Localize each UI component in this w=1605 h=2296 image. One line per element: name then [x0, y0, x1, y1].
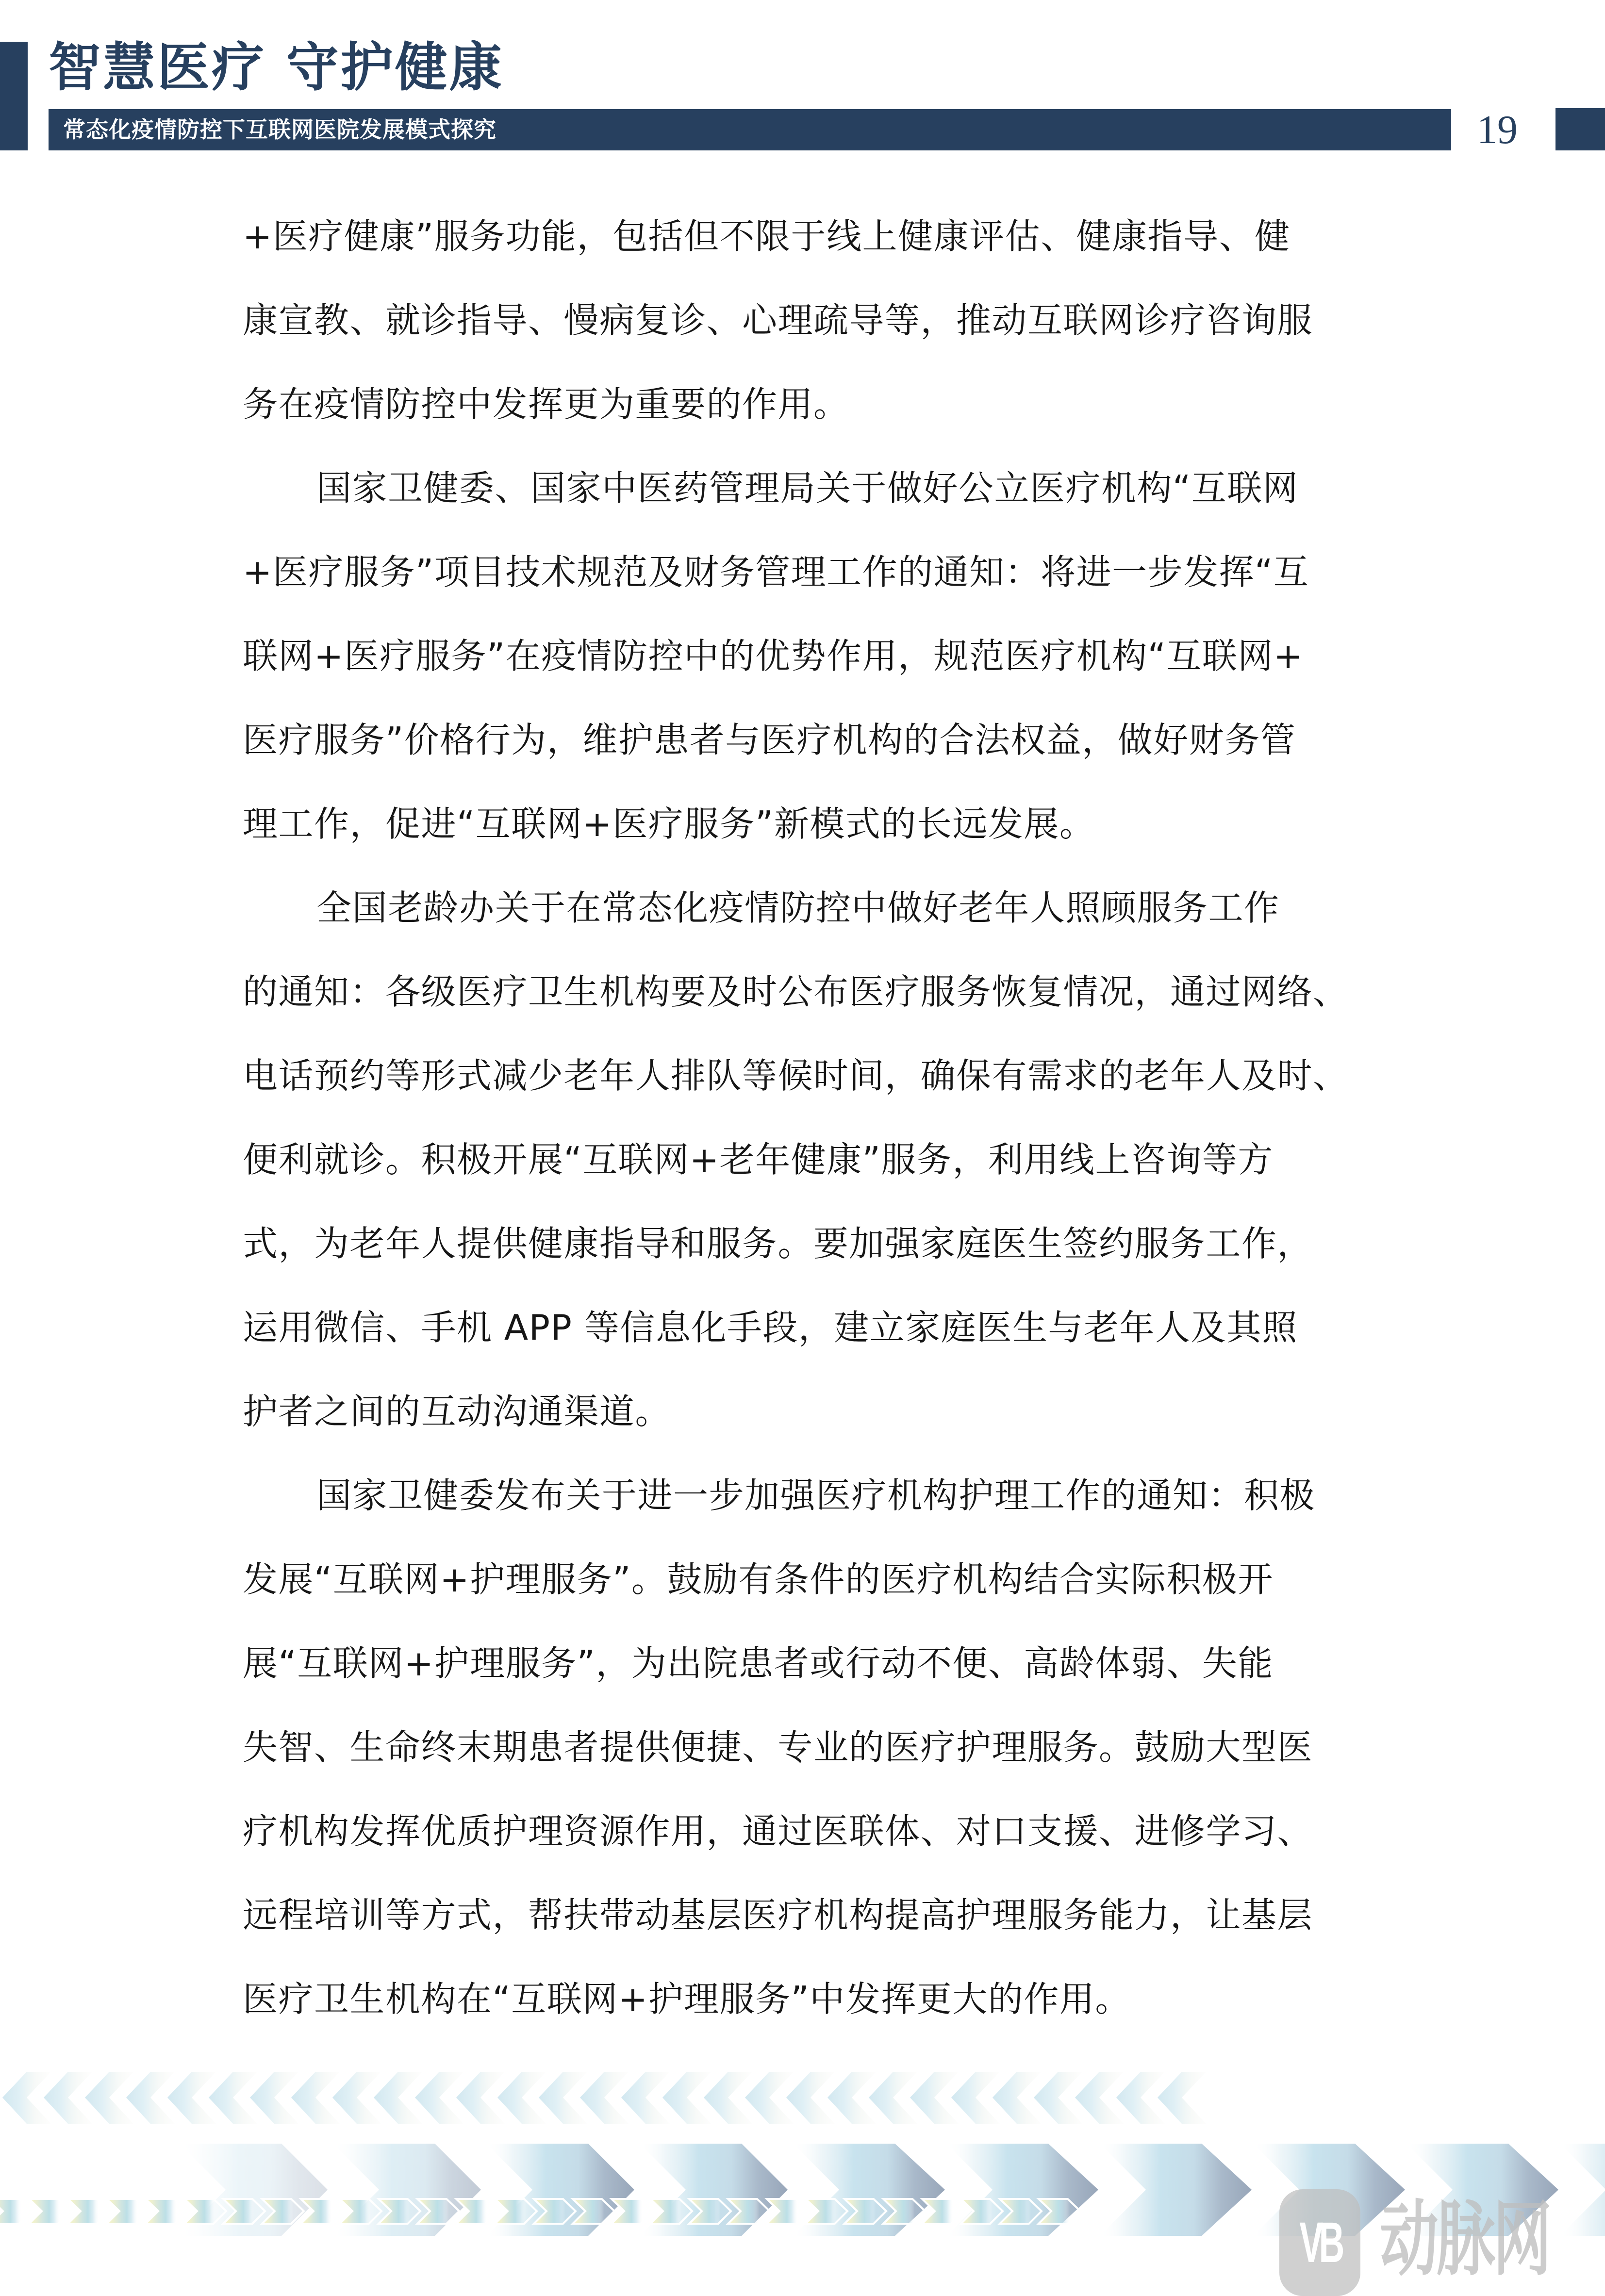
- text-line: +医疗健康”服务功能，包括但不限于线上健康评估、健康指导、健: [243, 216, 1291, 257]
- text-line: 联网+医疗服务”在疫情防控中的优势作用，规范医疗机构“互联网+: [243, 636, 1304, 676]
- header-left-accent-bar: [0, 42, 28, 150]
- text-line: 国家卫健委发布关于进一步加强医疗机构护理工作的通知：积极: [316, 1475, 1316, 1516]
- text-line: +医疗服务”项目技术规范及财务管理工作的通知：将进一步发挥“互: [243, 552, 1309, 592]
- footer-chevron-decoration: [0, 2057, 1605, 2269]
- text-line: 医疗服务”价格行为，维护患者与医疗机构的合法权益，做好财务管: [243, 720, 1296, 760]
- text-line: 式，为老年人提供健康指导和服务。要加强家庭医生签约服务工作，: [243, 1223, 1313, 1264]
- text-line: 护者之间的互动沟通渠道。: [243, 1391, 671, 1432]
- text-line: 国家卫健委、国家中医药管理局关于做好公立医疗机构“互联网: [316, 468, 1299, 508]
- text-line: 便利就诊。积极开展“互联网+老年健康”服务，利用线上咨询等方: [243, 1139, 1274, 1180]
- text-line: 疗机构发挥优质护理资源作用，通过医联体、对口支援、进修学习、: [243, 1811, 1313, 1852]
- subtitle-band: [49, 109, 1451, 150]
- text-line: 发展“互联网+护理服务”。鼓励有条件的医疗机构结合实际积极开: [243, 1559, 1274, 1600]
- text-line: 康宣教、就诊指导、慢病复诊、心理疏导等，推动互联网诊疗咨询服: [243, 300, 1313, 341]
- page-subtitle: 常态化疫情防控下互联网医院发展模式探究: [63, 116, 496, 143]
- text-line: 医疗卫生机构在“互联网+护理服务”中发挥更大的作用。: [243, 1979, 1131, 2019]
- text-line: 远程培训等方式，帮扶带动基层医疗机构提高护理服务能力，让基层: [243, 1895, 1313, 1935]
- watermark-name: 动脉网: [1380, 2192, 1550, 2287]
- page-title: 智慧医疗 守护健康: [49, 37, 504, 98]
- header-right-accent-block: [1555, 108, 1605, 150]
- watermark-logo-icon: [1279, 2189, 1360, 2296]
- text-line: 电话预约等形式减少老年人排队等候时间，确保有需求的老年人及时、: [243, 1055, 1349, 1096]
- text-line: 的通知：各级医疗卫生机构要及时公布医疗服务恢复情况，通过网络、: [243, 971, 1349, 1012]
- text-line: 全国老龄办关于在常态化疫情防控中做好老年人照顾服务工作: [316, 887, 1280, 928]
- text-line: 运用微信、手机 APP 等信息化手段，建立家庭医生与老年人及其照: [243, 1307, 1298, 1348]
- text-line: 失智、生命终末期患者提供便捷、专业的医疗护理服务。鼓励大型医: [243, 1727, 1313, 1768]
- watermark-logo-text: VB: [1299, 2211, 1340, 2275]
- text-line: 展“互联网+护理服务”，为出院患者或行动不便、高龄体弱、失能: [243, 1643, 1274, 1684]
- text-line: 理工作，促进“互联网+医疗服务”新模式的长远发展。: [243, 804, 1095, 844]
- chevron-arrows-icon: [0, 2057, 1605, 2269]
- page-number: 19: [1477, 107, 1518, 152]
- text-line: 务在疫情防控中发挥更为重要的作用。: [243, 384, 849, 425]
